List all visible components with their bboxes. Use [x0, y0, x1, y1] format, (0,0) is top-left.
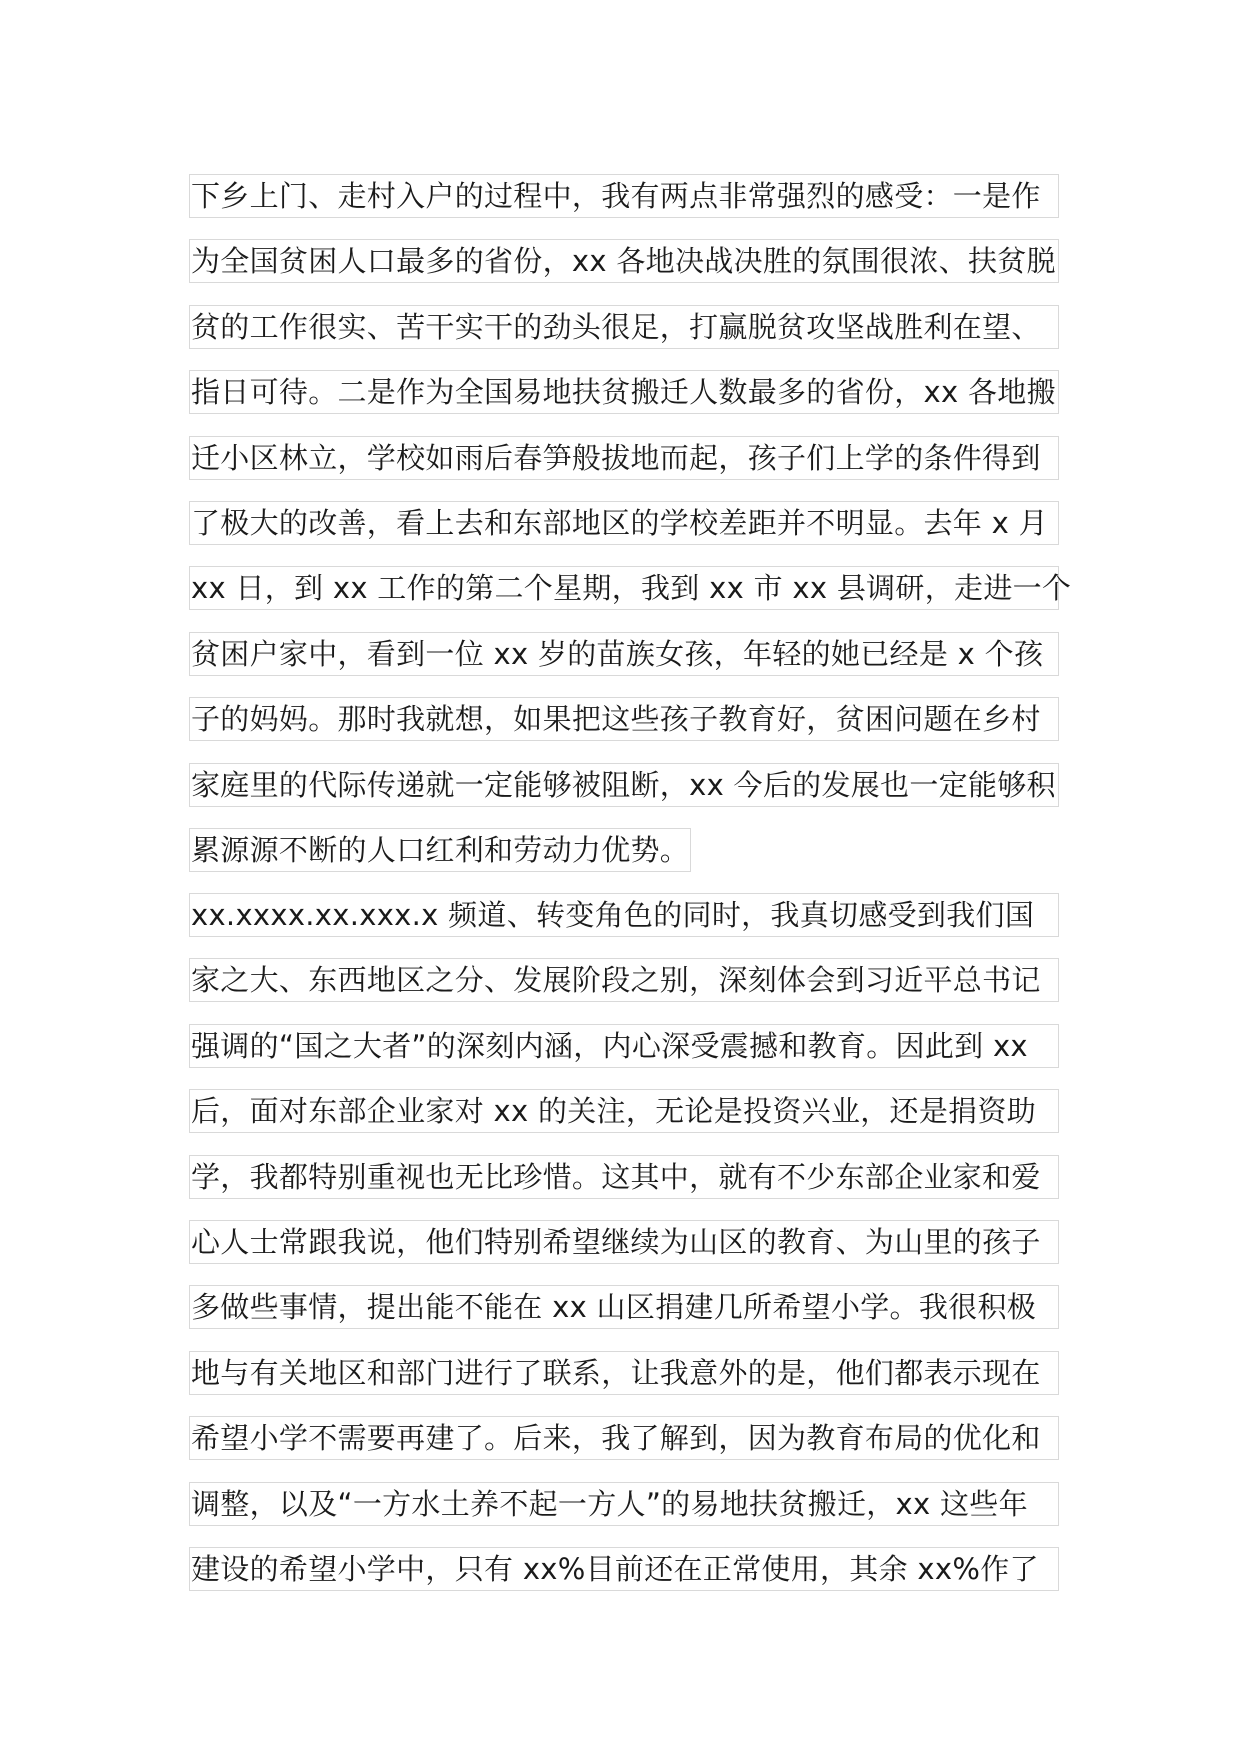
text-line: 累源源不断的人口红利和劳动力优势。 [189, 828, 691, 872]
text-line: 调整，以及“一方水土养不起一方人”的易地扶贫搬迁，xx 这些年 [189, 1482, 1059, 1526]
text-line: 了极大的改善，看上去和东部地区的学校差距并不明显。去年 x 月 [189, 501, 1059, 545]
text-line: 建设的希望小学中，只有 xx%目前还在正常使用，其余 xx%作了 [189, 1547, 1059, 1591]
text-line: 希望小学不需要再建了。后来，我了解到，因为教育布局的优化和 [189, 1416, 1059, 1460]
text-line: xx 日，到 xx 工作的第二个星期，我到 xx 市 xx 县调研，走进一个 [189, 566, 1059, 610]
text-line: 后，面对东部企业家对 xx 的关注，无论是投资兴业，还是捐资助 [189, 1089, 1059, 1133]
text-line: 心人士常跟我说，他们特别希望继续为山区的教育、为山里的孩子 [189, 1220, 1059, 1264]
paragraph-1 [189, 172, 1072, 891]
text-line: 贫的工作很实、苦干实干的劲头很足，打赢脱贫攻坚战胜利在望、 [189, 305, 1059, 349]
text-line: 多做些事情，提出能不能在 xx 山区捐建几所希望小学。我很积极 [189, 1285, 1059, 1329]
text-line: 指日可待。二是作为全国易地扶贫搬迁人数最多的省份，xx 各地搬 [189, 370, 1059, 414]
text-line: 家庭里的代际传递就一定能够被阻断，xx 今后的发展也一定能够积 [189, 763, 1059, 807]
text-line: 地与有关地区和部门进行了联系，让我意外的是，他们都表示现在 [189, 1351, 1059, 1395]
text-line: 迁小区林立，学校如雨后春笋般拔地而起，孩子们上学的条件得到 [189, 436, 1059, 480]
text-line: 下乡上门、走村入户的过程中，我有两点非常强烈的感受：一是作 [189, 174, 1059, 218]
text-line: 学，我都特别重视也无比珍惜。这其中，就有不少东部企业家和爱 [189, 1155, 1059, 1199]
text-line: xx.xxxx.xx.xxx.x 频道、转变角色的同时，我真切感受到我们国 [189, 893, 1059, 937]
text-line: 贫困户家中，看到一位 xx 岁的苗族女孩，年轻的她已经是 x 个孩 [189, 632, 1059, 676]
text-line: 为全国贫困人口最多的省份，xx 各地决战决胜的氛围很浓、扶贫脱 [189, 239, 1059, 283]
text-line: 子的妈妈。那时我就想，如果把这些孩子教育好，贫困问题在乡村 [189, 697, 1059, 741]
text-line: 家之大、东西地区之分、发展阶段之别，深刻体会到习近平总书记 [189, 958, 1059, 1002]
paragraph-2 [189, 891, 1059, 1610]
text-line: 强调的“国之大者”的深刻内涵，内心深受震撼和教育。因此到 xx [189, 1024, 1059, 1068]
